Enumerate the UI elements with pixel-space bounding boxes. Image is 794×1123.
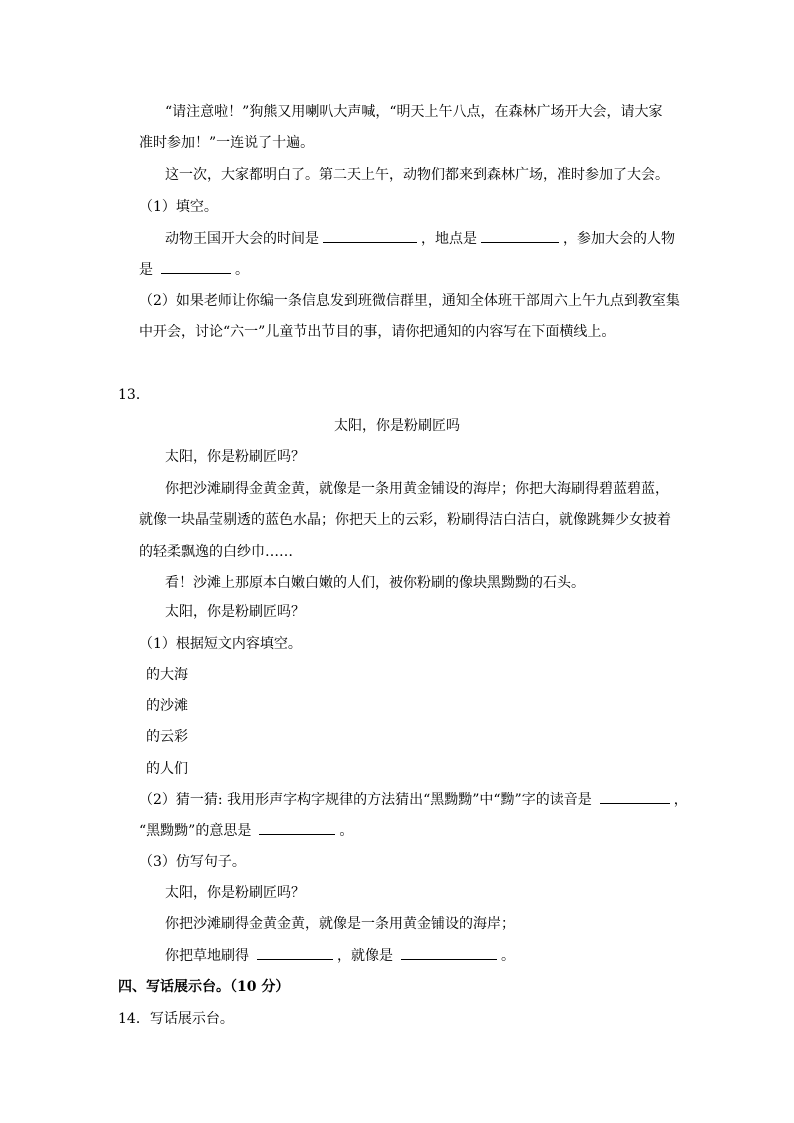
para-line: “请注意啦！”狗熊又用喇叭大声喊，“明天上午八点，在森林广场开大会，请大家 [165, 104, 663, 120]
text: ，参加大会的人物 [563, 231, 675, 247]
answer-blank-time[interactable] [323, 230, 417, 243]
q12-part1-line [165, 230, 675, 248]
q13-line: 太阳，你是粉刷匠吗？ [165, 449, 305, 465]
q12-part1-line2 [139, 261, 249, 279]
q13-part2-line2 [139, 822, 353, 840]
q13-imitation-line [165, 947, 515, 965]
q13-line: 的轻柔飘逸的白纱巾…… [139, 544, 293, 560]
q13-example-line: 你把沙滩刷得金黄金黄，就像是一条用黄金铺设的海岸； [165, 916, 515, 932]
para-line: 准时参加！”一连说了十遍。 [139, 135, 315, 151]
q13-line: 太阳，你是粉刷匠吗？ [165, 604, 305, 620]
q13-line: 看！沙滩上那原本白嫩白嫩的人们，被你粉刷的像块黑黝黝的石头。 [165, 575, 585, 591]
answer-blank-pronunciation[interactable] [600, 791, 670, 804]
q13-line: 你把沙滩刷得金黄金黄，就像是一条用黄金铺设的海岸；你把大海刷得碧蓝碧蓝， [165, 481, 669, 497]
q13-passage-title: 太阳，你是粉刷匠吗 [334, 418, 460, 434]
text: ，就像是 [337, 948, 393, 964]
text: ，地点是 [421, 231, 477, 247]
answer-blank-grass[interactable] [257, 947, 333, 960]
q13-part3-label: （3）仿写句子。 [139, 854, 246, 870]
answer-blank-participants[interactable] [161, 261, 231, 274]
passage-para-2: 这一次，大家都明白了。第二天上午，动物们都来到森林广场，准时参加了大会。 [165, 167, 669, 183]
text: 。 [501, 948, 515, 964]
text: 。 [235, 262, 249, 278]
q12-part2-line: 中开会，讨论“六一”儿童节出节目的事，请你把通知的内容写在下面横线上。 [139, 324, 616, 340]
text: 动物王国开大会的时间是 [165, 231, 319, 247]
fill-item-beach: 的沙滩 [146, 698, 188, 714]
text: 。 [339, 823, 354, 839]
q14-label: 14．写话展示台。 [118, 1011, 234, 1027]
text: ， [673, 792, 688, 808]
q13-part1-label: （1）根据短文内容填空。 [139, 636, 302, 652]
q13-part2-line1 [139, 791, 688, 809]
text: 你把草地刷得 [165, 948, 249, 964]
section-4-heading: 四、写话展示台。（10 分） [118, 979, 290, 995]
q13-number: 13． [118, 387, 150, 403]
fill-item-people: 的人们 [146, 761, 188, 777]
q12-part1-label: （1）填空。 [139, 199, 218, 215]
answer-blank-place[interactable] [481, 230, 559, 243]
text: 是 [139, 262, 153, 278]
text: “黑黝黝”的意思是 [139, 823, 252, 839]
text: （2）猜一猜: 我用形声字构字规律的方法猜出“黑黝黝”中“黝”字的读音是 [139, 792, 592, 808]
q12-part2-line: （2）如果老师让你编一条信息发到班微信群里，通知全体班干部周六上午九点到教室集 [139, 293, 680, 309]
answer-blank-like[interactable] [401, 947, 497, 960]
fill-item-clouds: 的云彩 [146, 729, 188, 745]
answer-blank-meaning[interactable] [259, 822, 335, 835]
q13-example-line: 太阳，你是粉刷匠吗？ [165, 885, 305, 901]
q13-line: 就像一块晶莹剔透的蓝色水晶；你把天上的云彩，粉刷得洁白洁白，就像跳舞少女披着 [139, 512, 671, 528]
fill-item-sea: 的大海 [146, 667, 188, 683]
